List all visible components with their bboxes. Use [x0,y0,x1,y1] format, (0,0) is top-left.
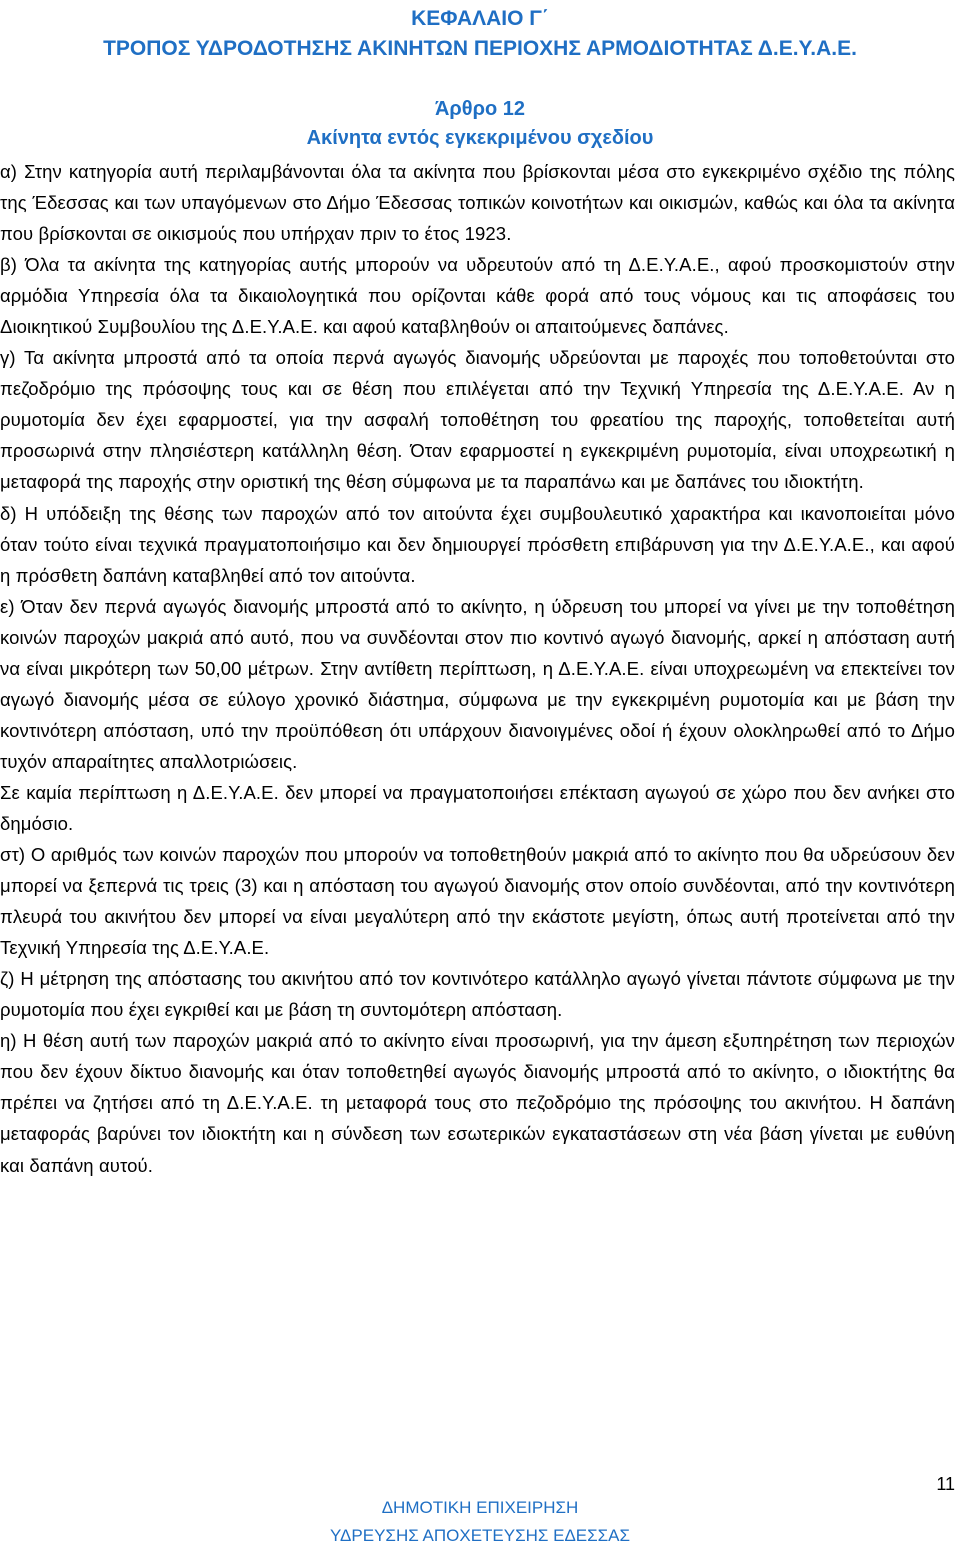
paragraph-e: ε) Όταν δεν περνά αγωγός διανομής μπροστά από το ακίνητο, η ύδρευση του μπορεί να γίνει με την τοποθέτηση κοινών παροχών μακριά από αυτό, που να συνδέονται στον πιο κοντινό αγωγό διανομής, αρκεί η απόσταση αυτή να είναι μικρότερη των 50,00 μέτρων. Στην αντίθετη περίπτωση, η Δ.Ε.Υ.Α.Ε. είναι υποχρεωμένη να επεκτείνει τον αγωγό διανομής μέσα σε εύλογο χρονικό διάστημα, σύμφωνα με την εγκεκριμένη ρυμοτομία και με βάση την κοντινότερη απόσταση, υπό την προϋπόθεση ότι υπάρχουν διανοιγμένες οδοί ή έχουν ολοκληρωθεί από το Δήμο τυχόν απαραίτητες απαλλοτριώσεις. [0,595,955,772]
article-body [0,156,955,1181]
paragraph-st: στ) Ο αριθμός των κοινών παροχών που μπορούν να τοποθετηθούν μακριά από το ακίνητο που θα υδρεύσουν δεν μπορεί να ξεπερνά τις τρεις (3) και η απόσταση του αγωγού διανομής στον οποίο συνδέονται, από την κοντινότερη πλευρά του ακινήτου δεν μπορεί να είναι μεγαλύτερη από την εκάστοτε μεγίστη, όπως αυτή προτείνεται από την Τεχνική Υπηρεσία της Δ.Ε.Υ.Α.Ε. [0,844,955,959]
paragraph-a: α) Στην κατηγορία αυτή περιλαμβάνονται όλα τα ακίνητα που βρίσκονται μέσα στο εγκεκριμένο σχέδιο της πόλης της Έδεσσας και των υπαγόμενων στο Δήμο Έδεσσας τοπικών κοινοτήτων και οικισμών, καθώς και όλα τα ακίνητα που βρίσκονται σε οικισμούς που υπήρχαν πριν το έτος 1923. [0,161,955,245]
chapter-heading [0,4,960,64]
paragraph-h: η) Η θέση αυτή των παροχών μακριά από το ακίνητο είναι προσωρινή, για την άμεση εξυπηρέτηση των περιοχών που δεν έχουν δίκτυο διανομής και όταν τοποθετηθεί αγωγός διανομής μπροστά από το ακίνητο, ο ιδιοκτήτης θα πρέπει να ζητήσει από τη Δ.Ε.Υ.Α.Ε. τη μεταφορά τους στο πεζοδρόμιο της πρόσοψης του ακινήτου. Η δαπάνη μεταφοράς βαρύνει τον ιδιοκτήτη και η σύνδεση των εσωτερικών εγκαταστάσεων στη νέα βάση γίνεται με ευθύνη και δαπάνη αυτού. [0,1030,955,1176]
chapter-title: ΚΕΦΑΛΑΙΟ Γ΄ [411,7,549,30]
paragraph-z: ζ) Η μέτρηση της απόστασης του ακινήτου από τον κοντινότερο κατάλληλο αγωγό γίνεται πάντοτε σύμφωνα με την ρυμοτομία που έχει εγκριθεί και με βάση τη συντομότερη απόσταση. [0,968,955,1021]
paragraph-e-note: Σε καμία περίπτωση η Δ.Ε.Υ.Α.Ε. δεν μπορεί να πραγματοποιήσει επέκταση αγωγού σε χώρο που δεν ανήκει στο δημόσιο. [0,781,955,834]
paragraph-c: γ) Τα ακίνητα μπροστά από τα οποία περνά αγωγός διανομής υδρεύονται με παροχές που τοποθετούνται στο πεζοδρόμιο της πρόσοψης τους και σε θέση που επιλέγεται από την Τεχνική Υπηρεσία της Δ.Ε.Υ.Α.Ε. Αν η ρυμοτομία δεν έχει εφαρμοστεί, για την ασφαλή τοποθέτηση του φρεατίου της παροχής, τοποθετείται αυτή προσωρινά στην πλησιέστερη κατάλληλη θέση. Όταν εφαρμοστεί η εγκεκριμένη ρυμοτομία, είναι υποχρεωτική η μεταφορά της παροχής στην οριστική της θέση σύμφωνα με τα παραπάνω και με δαπάνες του ιδιοκτήτη. [0,347,955,493]
article-heading [0,95,960,153]
footer-line-1: ΔΗΜΟΤΙΚΗ ΕΠΙΧΕΙΡΗΣΗ [381,1498,579,1517]
article-number: Άρθρο 12 [434,98,526,120]
page-footer [0,1494,960,1550]
article-title: Ακίνητα εντός εγκεκριμένου σχεδίου [306,127,654,149]
chapter-subtitle: ΤΡΟΠΟΣ ΥΔΡΟΔΟΤΗΣΗΣ ΑΚΙΝΗΤΩΝ ΠΕΡΙΟΧΗΣ ΑΡΜΟΔΙΟΤΗΤΑΣ Δ.Ε.Υ.Α.Ε. [103,37,857,60]
paragraph-b: β) Όλα τα ακίνητα της κατηγορίας αυτής μπορούν να υδρευτούν από τη Δ.Ε.Υ.Α.Ε., αφού προσκομιστούν στην αρμόδια Υπηρεσία όλα τα δικαιολογητικά που ορίζονται κάθε φορά από τους νόμους και τις αποφάσεις του Διοικητικού Συμβουλίου της Δ.Ε.Υ.Α.Ε. και αφού καταβληθούν οι απαιτούμενες δαπάνες. [0,254,955,338]
footer-line-2: ΥΔΡΕΥΣΗΣ ΑΠΟΧΕΤΕΥΣΗΣ ΕΔΕΣΣΑΣ [329,1526,631,1545]
paragraph-d: δ) Η υπόδειξη της θέσης των παροχών από τον αιτούντα έχει συμβουλευτικό χαρακτήρα και ικανοποιείται μόνο όταν τούτο είναι τεχνικά πραγματοποιήσιμο και δεν δημιουργεί πρόσθετη επιβάρυνση για την Δ.Ε.Υ.Α.Ε., και αφού η πρόσθετη δαπάνη καταβληθεί από τον αιτούντα. [0,502,955,586]
page-number: 11 [936,1474,955,1494]
